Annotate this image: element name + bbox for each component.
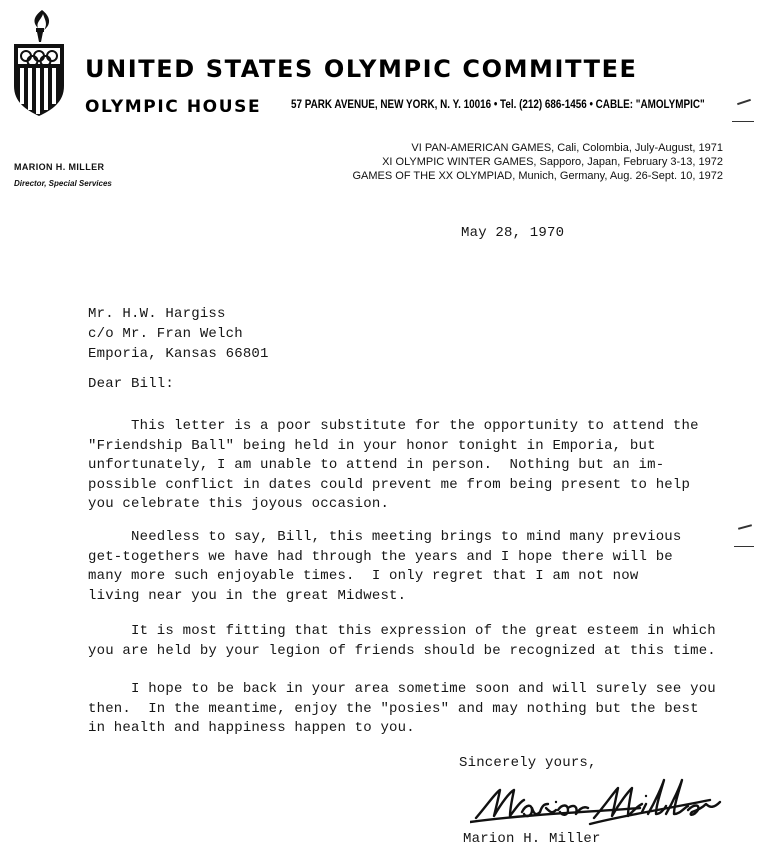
body-paragraph: It is most fitting that this expression of the great esteem in which you are held by your legion of friends should be recognized at this time. [88, 623, 716, 659]
recipient-line: Emporia, Kansas 66801 [88, 346, 269, 362]
olympic-shield-emblem [8, 8, 70, 118]
body-paragraph: This letter is a poor substitute for the opportunity to attend the "Friendship Ball" being held in your honor tonight in Emporia, but unfortunately, I am unable to attend in person. Nothing but an im- possible conflict in dates could prevent me from being present to help you celebrate this joyous occasion. [88, 418, 699, 512]
letter-date: May 28, 1970 [461, 225, 565, 241]
body-paragraph: Needless to say, Bill, this meeting brings to mind many previous get-togethers we have had through the years and I hope there will be many more such enjoyable times. I only regret that I am not now living near you in the great Midwest. [88, 529, 682, 604]
games-line: XI OLYMPIC WINTER GAMES, Sapporo, Japan, February 3-13, 1972 [382, 156, 723, 168]
director-name: MARION H. MILLER [14, 162, 105, 172]
games-list [353, 141, 724, 183]
handwritten-signature [470, 774, 730, 832]
closing: Sincerely yours, [459, 755, 597, 771]
house-name: OLYMPIC HOUSE [85, 97, 262, 117]
games-line: VI PAN-AMERICAN GAMES, Cali, Colombia, July-August, 1971 [411, 142, 723, 154]
letterhead-address: 57 PARK AVENUE, NEW YORK, N. Y. 10016 • Tel. (212) 686-1456 • CABLE: "AMOLYMPIC" [291, 99, 705, 111]
scan-mark [737, 99, 751, 105]
scan-mark [732, 121, 754, 122]
scan-mark [734, 546, 754, 547]
typed-signature: Marion H. Miller [463, 831, 601, 847]
recipient-line: c/o Mr. Fran Welch [88, 326, 243, 342]
games-line: GAMES OF THE XX OLYMPIAD, Munich, Germany, Aug. 26-Sept. 10, 1972 [352, 170, 723, 182]
recipient-address [88, 304, 269, 364]
salutation: Dear Bill: [88, 376, 175, 392]
director-title: Director, Special Services [14, 179, 112, 188]
scan-mark [738, 524, 752, 530]
body-paragraph: I hope to be back in your area sometime soon and will surely see you then. In the meantime, enjoy the "posies" and may nothing but the best in health and happiness happen to you. [88, 681, 716, 736]
organization-name: UNITED STATES OLYMPIC COMMITTEE [85, 55, 638, 83]
recipient-line: Mr. H.W. Hargiss [88, 306, 226, 322]
